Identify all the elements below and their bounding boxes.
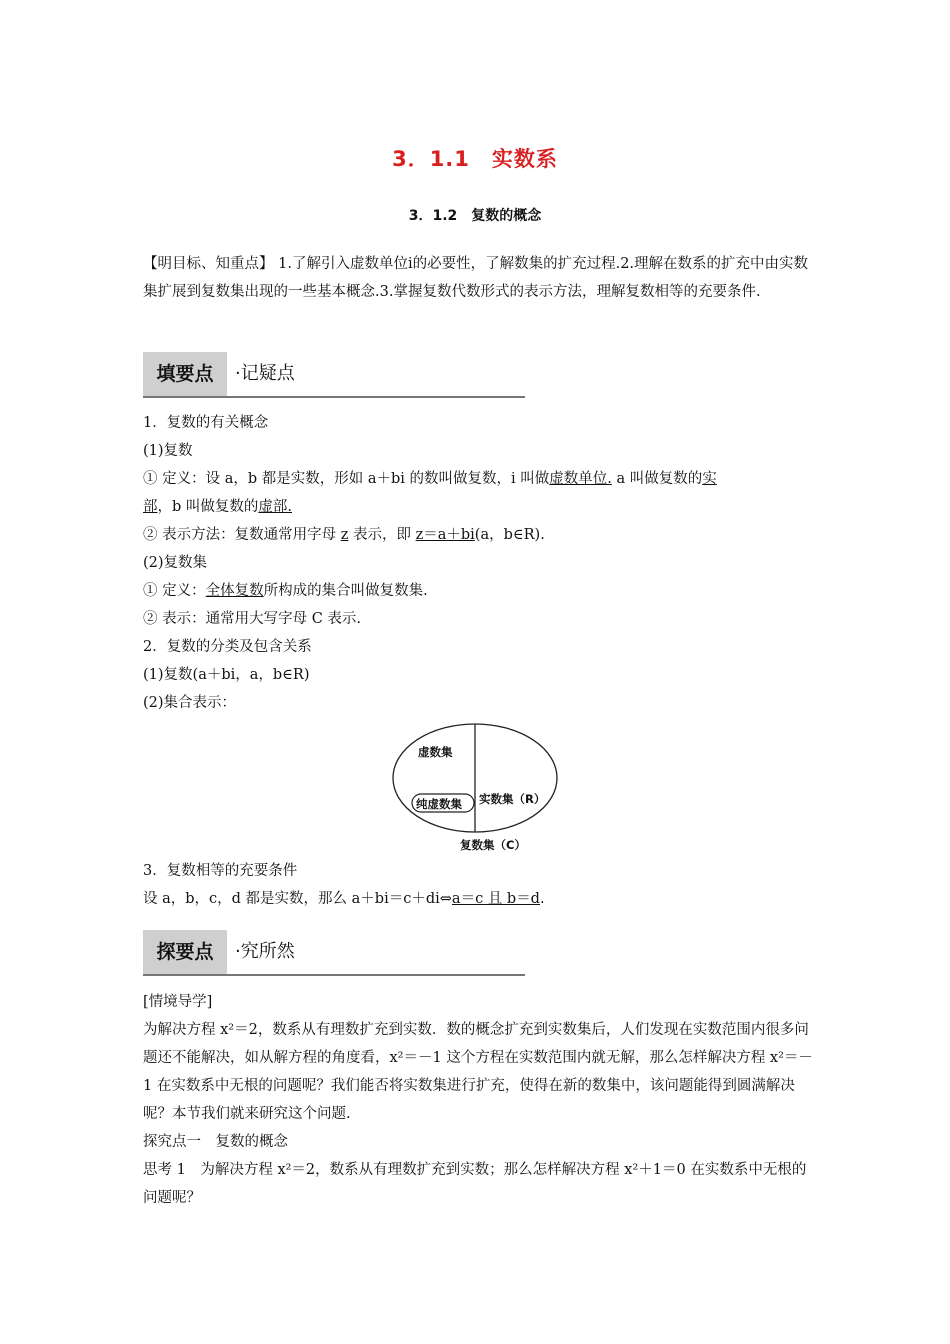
- equality-text: 设 a，b，c，d 都是实数，那么 a＋bi＝c＋di⇔: [143, 891, 452, 907]
- section-subtitle: ·究所然: [235, 941, 295, 962]
- definition-line: [143, 465, 717, 493]
- real-set-label: 实数集（R）: [479, 792, 546, 806]
- blank-equality-condition: a＝c 且 b＝d: [451, 891, 540, 907]
- section-subtitle: ·记疑点: [235, 363, 295, 384]
- set-definition-line: [143, 577, 428, 605]
- heading-concepts: 1．复数的有关概念: [143, 415, 269, 431]
- blank-imaginary-part: 虚部.: [258, 499, 292, 515]
- set-diagram: [388, 722, 570, 856]
- classification-line-2: (2)集合表示：: [143, 695, 237, 711]
- representation-text-3: (a，b∈R).: [474, 527, 545, 543]
- definition-text-2: a 叫做复数的: [611, 471, 703, 487]
- think-paragraph: 思考 1 为解决方程 x²＝2，数系从有理数扩充到实数；那么怎样解决方程 x²＋1＝0 在实数系中无根的问题呢？: [143, 1162, 807, 1206]
- definition-text: ① 定义：设 a，b 都是实数，形如 a＋bi 的数叫做复数，i 叫做: [143, 471, 550, 487]
- equality-text-end: .: [539, 891, 545, 907]
- representation-text-2: 表示，即: [348, 527, 416, 543]
- blank-algebraic-form: z＝a＋bi: [415, 527, 475, 543]
- heading-equality: 3．复数相等的充要条件: [143, 863, 298, 879]
- intro-tag: [情境导学]: [143, 994, 213, 1010]
- set-definition-text: ① 定义：: [143, 583, 206, 599]
- blank-real-part-1: 实: [702, 471, 717, 487]
- blank-letter-z: z: [340, 527, 349, 543]
- complex-set-label: 复数集（C）: [460, 838, 526, 852]
- equality-line: [143, 885, 545, 913]
- blank-imaginary-unit: 虚数单位.: [549, 471, 612, 487]
- imaginary-set-label: 虚数集: [418, 745, 453, 759]
- section-header-explore-points: [143, 930, 525, 976]
- definition-text-3: ，b 叫做复数的: [157, 499, 259, 515]
- sub-heading-complex: (1)复数: [143, 443, 193, 459]
- set-definition-text-2: 所构成的集合叫做复数集.: [263, 583, 428, 599]
- heading-classification: 2．复数的分类及包含关系: [143, 639, 312, 655]
- representation-line: [143, 521, 545, 549]
- sub-heading-set: (2)复数集: [143, 555, 208, 571]
- page-title: 3．1.1 实数系: [392, 147, 558, 171]
- objectives-text: 1.了解引入虚数单位i的必要性，了解数集的扩充过程.2.理解在数系的扩充中由实数集扩展到复数集出现的一些基本概念.3.掌握复数代数形式的表示方法，理解复数相等的充要条件.: [143, 256, 809, 300]
- set-representation-line: ② 表示：通常用大写字母 C 表示.: [143, 611, 362, 627]
- representation-text: ② 表示方法：复数通常用字母: [143, 527, 341, 543]
- explore-heading: 探究点一 复数的概念: [143, 1134, 288, 1150]
- section-box-label: 探要点: [143, 930, 227, 974]
- objectives-tag: 【明目标、知重点】: [143, 256, 274, 272]
- set-diagram-shape: [388, 722, 570, 856]
- section-header-fill-points: [143, 352, 525, 398]
- page-subtitle: 3．1.2 复数的概念: [408, 208, 542, 224]
- blank-all-complex: 全体复数: [205, 583, 264, 599]
- blank-real-part-2: 部: [143, 499, 158, 515]
- classification-line-1: (1)复数(a＋bi，a，b∈R): [143, 667, 310, 683]
- definition-line-2: [143, 493, 292, 521]
- pure-imaginary-set-label: 纯虚数集: [416, 797, 462, 811]
- section-box-label: 填要点: [143, 352, 227, 396]
- intro-paragraph: 为解决方程 x²＝2，数系从有理数扩充到实数．数的概念扩充到实数集后，人们发现在实数范围内很多问题还不能解决，如从解方程的角度看，x²＝－1 这个方程在实数范围内就无解，那么怎样解决方程 x²＝－1 在实数系中无根的问题呢？我们能否将实数集进行扩充，使得在新的数集中，该问题能得到圆满解决呢？本节我们就来研究这个问题.: [143, 1022, 813, 1122]
- objectives-paragraph: [143, 250, 813, 306]
